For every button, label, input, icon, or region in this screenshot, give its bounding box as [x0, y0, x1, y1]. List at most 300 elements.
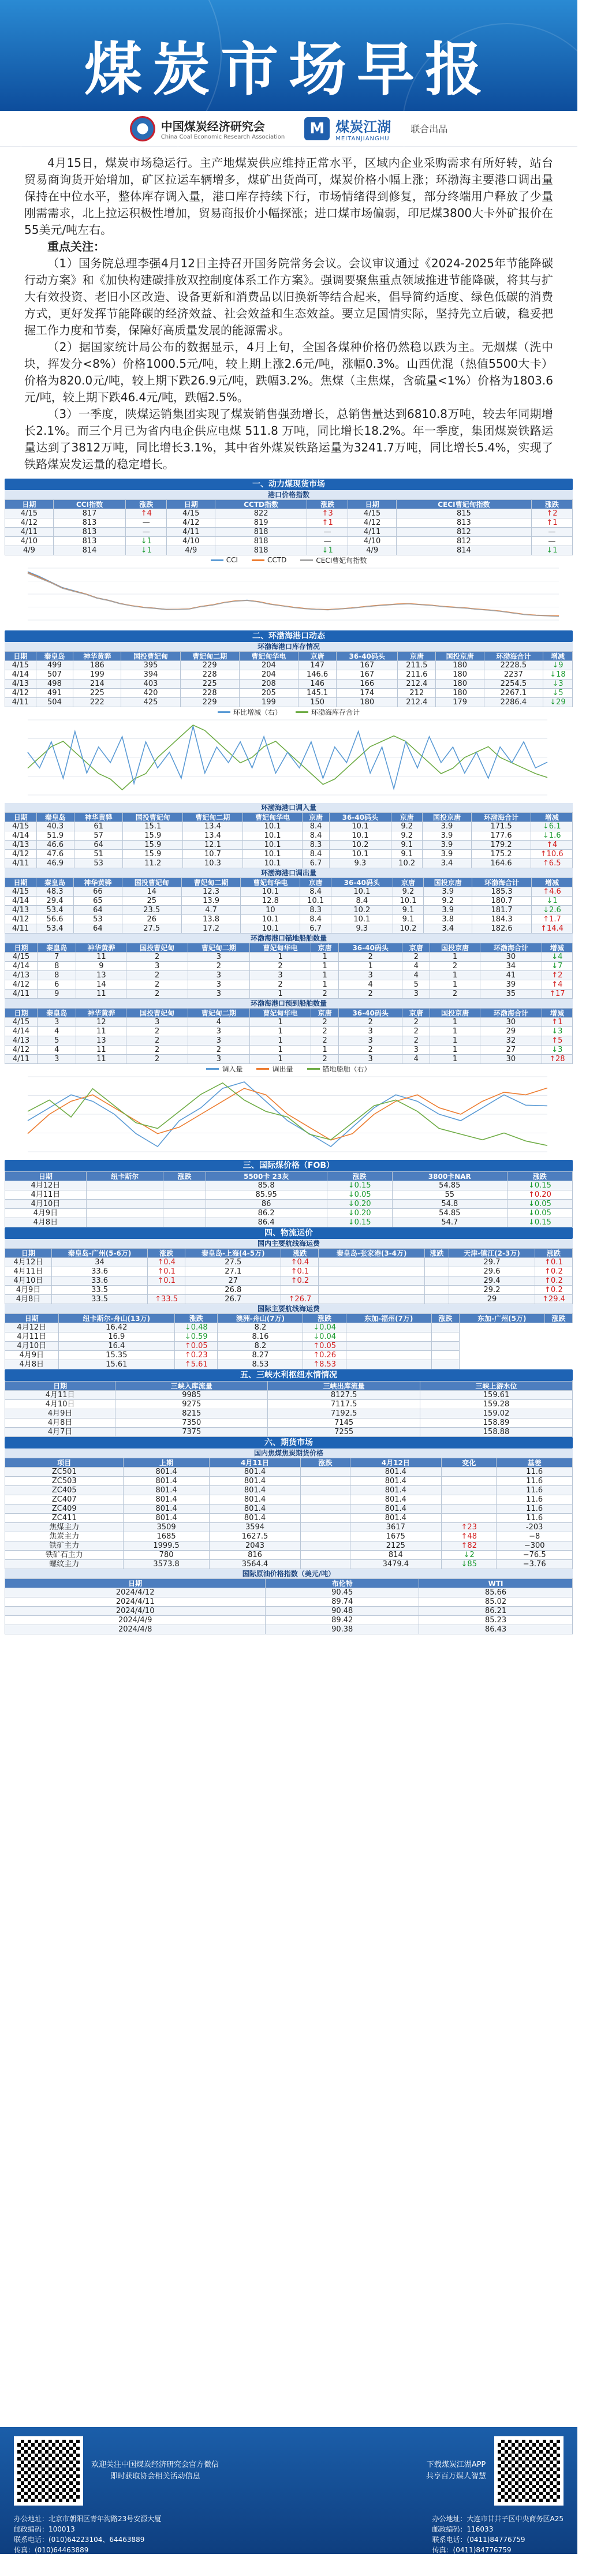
table-cell: 8127.5	[268, 1391, 420, 1400]
table-cell: 2	[311, 1036, 339, 1046]
col-header: 曹妃甸二期	[181, 878, 241, 887]
table-cell: ↓1	[126, 537, 167, 546]
contact-d4: 传真：(0411)84776759	[432, 2546, 512, 2554]
table-cell: 11.6	[497, 1495, 573, 1504]
table-cell: 3.9	[423, 831, 472, 841]
section-6-sub2: 国际原油价格指数（美元/吨）	[5, 1569, 573, 1578]
table-cell: 3.9	[424, 906, 472, 915]
col-header: 环渤海合计	[480, 943, 542, 953]
table-cell: 166	[337, 680, 398, 689]
table-cell	[301, 1551, 350, 1560]
mtjh-sub: MEITANJIANGHU	[335, 135, 390, 142]
qr1-caption2: 即时获取协会相关活动信息	[110, 2472, 200, 2481]
mtjh-logo: M	[304, 117, 330, 140]
col-header: 曹妃甸华电	[249, 1009, 311, 1018]
table-cell: 801.4	[209, 1514, 301, 1523]
table-cell: —	[307, 537, 348, 546]
table-cell: 15.35	[58, 1351, 175, 1360]
table-cell: 86.21	[419, 1607, 573, 1616]
table-cell: 4/10	[167, 537, 215, 546]
table-cell: 180.7	[472, 897, 532, 906]
table-cell: ↓7	[542, 962, 572, 971]
table-cell: 1	[311, 962, 339, 971]
table-row	[5, 689, 573, 698]
table-cell: 铁矿石主力	[5, 1551, 124, 1560]
table-cell: 3	[188, 1036, 250, 1046]
col-header: 东加-广州(5万)	[459, 1314, 544, 1323]
col-header: 三峡上游水位	[420, 1382, 573, 1391]
table-cell: 4	[338, 980, 402, 990]
table-cell: ↑0.26	[303, 1351, 346, 1360]
table-cell: 504	[36, 698, 73, 707]
table-cell: 814	[397, 546, 532, 555]
table-cell: 174	[337, 689, 398, 698]
legend-label: CCI	[226, 556, 238, 564]
table-cell: 29.4	[449, 1276, 535, 1286]
table-cell: ↓85	[442, 1560, 497, 1569]
table-cell: 812	[397, 528, 532, 537]
table-cell: 2	[402, 953, 430, 962]
col-header: 三峡入库流量	[115, 1382, 268, 1391]
table-cell: 33.6	[51, 1276, 147, 1286]
table-cell: 182.6	[472, 924, 532, 934]
table-cell	[86, 1190, 163, 1200]
table-cell: 6.7	[303, 859, 329, 868]
table-cell: ↓0.15	[327, 1218, 392, 1227]
table-cell: 813	[53, 537, 125, 546]
table-cell: ↑2	[542, 971, 572, 980]
section-2-ship: 环渤海港口预到船舶数量	[5, 999, 573, 1008]
table-cell: ↑0.4	[148, 1258, 185, 1267]
key-3: （3）一季度，陕煤运销集团实现了煤炭销售强劲增长，总销售量达到6810.8万吨，较去年同期增长2.1%。而三个月已为省内电企供应电煤 511.8 万吨，同比增长18.2%。年一季度，集团煤炭铁路运量达到了3812万吨，同比增长3.1%，其中省外煤炭铁路运量为3241.7万吨，同比增长5.4%，实现了铁路煤炭发运量的稳定增长。	[24, 407, 553, 471]
table-cell: 16.42	[58, 1323, 175, 1332]
table-cell: 177.6	[471, 831, 531, 841]
table-cell: −3.76	[497, 1560, 573, 1569]
table-cell: 394	[121, 670, 180, 680]
table-cell: ↑4	[542, 980, 572, 990]
table-cell: 211.5	[398, 661, 436, 670]
mtjh-name: 煤炭江湖	[335, 118, 391, 135]
table-cell: 228	[180, 689, 239, 698]
table-cell: 4/15	[167, 509, 215, 518]
table-row	[5, 1018, 573, 1027]
summary-p1: 4月15日，煤炭市场稳运行。主产地煤炭供应维持正常水平，区域内企业采购需求有所好转，站台贸易商询货开始增加，矿区拉运车辆增多，煤矿出货尚可，煤炭价格小幅上涨；环渤海主要港口调出量保持在中位水平，整体库存调入量，港口库存持续下行，市场情绪得到修复，部分终端用户释放了少量刚需需求，北上拉运积极性增加，贸易商报价小幅探涨；进口煤市场偏弱，印尼煤3800大卡外矿报价在55美元/吨左右。	[24, 156, 553, 237]
table-cell: 51.9	[36, 831, 74, 841]
table-cell: 2	[338, 953, 402, 962]
table-cell: 7255	[268, 1428, 420, 1437]
table-cell: 14	[76, 980, 126, 990]
chart-flow	[5, 1073, 573, 1160]
table-row	[5, 1332, 573, 1342]
table-cell: 1	[430, 1018, 480, 1027]
contact-c2: 邮政编码：100013	[14, 2525, 75, 2533]
table-cell: −300	[497, 1541, 573, 1551]
table-cell: 29.6	[449, 1267, 535, 1276]
table-cell: 814	[350, 1551, 442, 1560]
table-cell: ↑48	[442, 1532, 497, 1541]
col-header: 曹妃甸二期	[188, 1009, 250, 1018]
table-cell: 2024/4/10	[5, 1607, 266, 1616]
table-cell: 2024/4/8	[5, 1625, 266, 1634]
table-cell: 3	[188, 980, 250, 990]
table-cell: 4	[402, 1055, 430, 1064]
table-cell	[431, 1360, 459, 1369]
table-cell: 53.4	[36, 906, 74, 915]
table-cell: 1	[430, 1055, 480, 1064]
table-cell: ↑28	[542, 1055, 572, 1064]
contact-c5: 电子邮箱：mjh@ccera.com.cn	[14, 2556, 115, 2564]
table-cell: 4/13	[5, 971, 38, 980]
table-three-gorges	[5, 1381, 573, 1437]
table-cell: ↓0.59	[175, 1332, 218, 1342]
table-cell: 4/11	[5, 698, 36, 707]
table-cell: 85.8	[206, 1181, 327, 1190]
table-cell: 146	[298, 680, 336, 689]
table-cell: ↓2	[442, 1551, 497, 1560]
table-cell: 53.4	[36, 924, 74, 934]
table-cell: ↓1.6	[531, 831, 573, 841]
table-cell: ↓5	[543, 689, 572, 698]
table-cell: 214	[73, 680, 121, 689]
table-cell: 199	[239, 698, 298, 707]
table-cell	[301, 1514, 350, 1523]
table-cell: 90.45	[266, 1588, 419, 1597]
table-cell: 4	[38, 1046, 76, 1055]
table-cell: 425	[121, 698, 180, 707]
table-cell	[163, 1190, 206, 1200]
col-header: 京唐	[402, 1009, 430, 1018]
table-cell: 3	[38, 1018, 76, 1027]
table-cell	[425, 1286, 449, 1295]
table-row	[5, 1181, 573, 1190]
col-header: 曹妃甸华电	[242, 813, 303, 822]
table-cell	[425, 1276, 449, 1286]
table-row	[5, 1514, 573, 1523]
table-cell: 818	[215, 537, 307, 546]
table-cell: 180	[436, 680, 484, 689]
table-cell: ↑0.1	[281, 1267, 319, 1276]
section-2-inv: 环渤海港口库存情况	[5, 642, 573, 651]
table-cell: 26	[122, 915, 181, 924]
table-cell: ↑6.5	[531, 859, 573, 868]
table-cell: 2	[402, 1018, 430, 1027]
table-cell: ↓0.15	[507, 1181, 572, 1190]
table-row	[5, 661, 573, 670]
col-header: 三峡出库流量	[268, 1382, 420, 1391]
table-cell: 65	[73, 897, 122, 906]
table-cell: ↓4	[542, 953, 572, 962]
table-cell: 208	[239, 680, 298, 689]
legend-label: 调出量	[272, 1065, 293, 1073]
table-cell: 181.7	[472, 906, 532, 915]
table-cell: 10.1	[329, 850, 391, 859]
table-cell	[319, 1295, 425, 1304]
table-cell: 185.3	[472, 887, 532, 897]
table-cell: ↑14.4	[531, 924, 572, 934]
table-cell	[301, 1523, 350, 1532]
col-header: 秦皇岛	[36, 813, 74, 822]
table-cell	[301, 1532, 350, 1541]
col-header: 秦皇岛	[36, 652, 73, 661]
table-futures	[5, 1458, 573, 1569]
table-row	[5, 887, 573, 897]
table-cell: 225	[73, 689, 121, 698]
col-header: 36-40码头	[338, 1009, 402, 1018]
table-cell: ZC405	[5, 1486, 124, 1495]
col-header: 曹妃甸华电	[241, 878, 300, 887]
table-cell: 10.1	[329, 822, 391, 831]
table-cell: 801.4	[209, 1504, 301, 1514]
table-row	[5, 841, 573, 850]
series-line	[28, 573, 559, 617]
ccera-name: 中国煤炭经济研究会	[161, 119, 265, 133]
table-cell: 2024/4/12	[5, 1588, 266, 1597]
col-header: 日期	[348, 500, 397, 509]
table-cell	[148, 1286, 185, 1295]
table-row	[5, 1295, 573, 1304]
col-header: 国投曹妃甸	[123, 813, 183, 822]
table-cell: —	[126, 528, 167, 537]
table-cell: —	[531, 537, 572, 546]
table-cell: ↑82	[442, 1541, 497, 1551]
col-header: 京唐	[303, 813, 329, 822]
table-outbound	[5, 878, 573, 934]
col-header: 秦皇岛	[38, 943, 76, 953]
table-cell: 6.7	[300, 924, 331, 934]
table-row	[5, 1523, 573, 1532]
table-cell: 9.2	[393, 887, 424, 897]
table-cell: 4	[402, 971, 430, 980]
table-cell: 3	[188, 971, 250, 980]
key-title: 重点关注：	[47, 240, 105, 253]
table-cell: 85.23	[419, 1616, 573, 1625]
table-row	[5, 990, 573, 999]
table-cell: 2	[311, 1027, 339, 1036]
table-row	[5, 1218, 573, 1227]
table-cell: 179	[436, 698, 484, 707]
table-cell: 30	[480, 953, 542, 962]
col-header: 布伦特	[266, 1579, 419, 1588]
table-cell: 29.2	[449, 1286, 535, 1295]
table-cell	[163, 1200, 206, 1209]
contact-d6: 网址：www.meitanjianghu.com	[432, 2567, 539, 2575]
table-inbound	[5, 812, 573, 868]
table-cell: 212.4	[398, 680, 436, 689]
table-cell: 15.1	[123, 822, 183, 831]
table-cell: 801.4	[124, 1468, 209, 1477]
legend-item	[300, 555, 367, 565]
table-row	[5, 831, 573, 841]
table-cell: 2	[126, 1027, 188, 1036]
col-header: 涨跌	[175, 1314, 218, 1323]
table-cell: 801.4	[124, 1514, 209, 1523]
table-cell: 9	[38, 990, 76, 999]
col-header: 纽卡斯尔	[86, 1172, 163, 1181]
table-cell: 4/10	[5, 537, 54, 546]
table-cell: 222	[73, 698, 121, 707]
table-cell: 11	[76, 1055, 126, 1064]
table-cell: 26.7	[185, 1295, 281, 1304]
table-cell: ↑2	[531, 509, 572, 518]
table-cell	[346, 1351, 431, 1360]
table-cell: 1	[430, 971, 480, 980]
table-cell: 46.6	[36, 841, 74, 850]
table-cell	[346, 1360, 431, 1369]
table-cell	[301, 1495, 350, 1504]
table-row	[5, 1190, 573, 1200]
table-row	[5, 1027, 573, 1036]
table-cell: 25	[122, 897, 181, 906]
col-header: 项目	[5, 1458, 124, 1468]
table-cell: 4/15	[5, 953, 38, 962]
legend-item	[296, 707, 360, 717]
table-cell: ZC503	[5, 1477, 124, 1486]
table-cell: 4月9日	[5, 1409, 115, 1418]
table-cell: 499	[36, 661, 73, 670]
table-cell: 4/11	[348, 528, 397, 537]
table-cell: 41	[480, 971, 542, 980]
table-row	[5, 1428, 573, 1437]
contact-c1: 办公地址：北京市朝阳区青年沟路23号安源大厦	[14, 2515, 162, 2523]
table-cell: 2	[311, 1055, 339, 1064]
col-header: 增减	[531, 813, 573, 822]
table-domestic-freight	[5, 1248, 573, 1304]
table-cell: 179.2	[471, 841, 531, 850]
table-cell: 7192.5	[268, 1409, 420, 1418]
table-cell: 33.5	[51, 1295, 147, 1304]
table-intl-freight	[5, 1313, 573, 1369]
col-header: 日期	[5, 1382, 115, 1391]
col-header: 涨跌	[431, 1314, 459, 1323]
table-cell: 4月9日	[5, 1286, 52, 1295]
table-cell: 491	[36, 689, 73, 698]
table-cell: 10.1	[242, 822, 303, 831]
col-header: 京唐	[300, 878, 331, 887]
table-cell: ↓0.05	[507, 1209, 572, 1218]
table-cell: 9.1	[393, 915, 424, 924]
table-row	[5, 528, 573, 537]
table-cell: 4/14	[5, 831, 37, 841]
table-cell: ↑1	[542, 1018, 572, 1027]
section-5-title: 五、三峡水利枢纽水情情况	[5, 1369, 573, 1381]
table-cell: 13.9	[181, 897, 241, 906]
table-cell: 2125	[350, 1541, 442, 1551]
table-cell: 4月8日	[5, 1360, 59, 1369]
table-cell: 2	[188, 1046, 250, 1055]
table-cell: 4/15	[5, 822, 37, 831]
table-cell: 3564.4	[209, 1560, 301, 1569]
table-cell: 801.4	[350, 1504, 442, 1514]
qr2-caption: 下载煤炭江湖APP	[426, 2461, 486, 2469]
col-header: 日期	[5, 500, 54, 509]
table-cell: ↑4.6	[531, 887, 572, 897]
table-cell: 7117.5	[268, 1400, 420, 1409]
table-cell: 54.85	[392, 1209, 507, 1218]
legend-label: 锚地船舶（右）	[322, 1065, 371, 1073]
contact-d1: 办公地址：大连市甘井子区中央商务区A25	[432, 2515, 564, 2523]
col-header: 日期	[167, 500, 215, 509]
table-cell: 4	[402, 962, 430, 971]
table-cell: −8	[497, 1532, 573, 1541]
table-cell: 395	[121, 661, 180, 670]
table-cell: 3	[188, 990, 250, 999]
table-cell: 816	[209, 1551, 301, 1560]
table-cell: 4月10日	[5, 1400, 115, 1409]
table-cell: ↑4	[126, 509, 167, 518]
table-cell	[301, 1560, 350, 1569]
table-cell	[163, 1218, 206, 1227]
table-cell: 3	[126, 962, 188, 971]
table-cell: 180	[436, 670, 484, 680]
table-cell: 4/9	[167, 546, 215, 555]
table-row	[5, 509, 573, 518]
table-row	[5, 1267, 573, 1276]
table-cell: −76.5	[497, 1551, 573, 1560]
table-cell: 15.9	[123, 831, 183, 841]
col-header: 日期	[5, 1579, 266, 1588]
table-cell: ↑0.1	[535, 1258, 572, 1267]
table-cell: 4/14	[5, 670, 36, 680]
table-cell: 158.89	[420, 1418, 573, 1428]
table-cell: 3.4	[424, 924, 472, 934]
table-cell: 4/13	[5, 680, 36, 689]
col-header: 曹妃甸二期	[180, 652, 239, 661]
table-cell: ↑0.20	[507, 1190, 572, 1200]
table-cell: 3	[188, 953, 250, 962]
table-row	[5, 1046, 573, 1055]
table-cell: 175.2	[471, 850, 531, 859]
table-cell: 1	[249, 1036, 311, 1046]
col-header: 国投京唐	[424, 878, 472, 887]
table-cell: 1	[430, 1046, 480, 1055]
table-cell: 4/12	[167, 518, 215, 528]
table-cell: 8.16	[218, 1332, 303, 1342]
table-cell: ↑4	[531, 841, 573, 850]
table-cell: 14	[122, 887, 181, 897]
table-cell: 186	[73, 661, 121, 670]
legend-item	[252, 556, 286, 564]
table-cell: ↑1.7	[531, 915, 572, 924]
table-cell: —	[307, 528, 348, 537]
col-header: 日期	[5, 943, 38, 953]
section-1-sub: 港口价格指数	[5, 490, 573, 499]
table-cell: 12	[76, 1018, 126, 1027]
table-cell: 10.1	[242, 850, 303, 859]
table-cell: ↑33.5	[148, 1295, 185, 1304]
col-header: 日期	[5, 1172, 87, 1181]
table-row	[5, 1351, 573, 1360]
table-cell: 229	[180, 661, 239, 670]
table-cell: ↓3	[542, 1046, 572, 1055]
table-cell: 54.85	[392, 1181, 507, 1190]
section-6-sub: 国内焦煤焦炭期货价格	[5, 1448, 573, 1458]
table-cell: 10.1	[329, 831, 391, 841]
col-header: 36-40码头	[338, 943, 402, 953]
table-row	[5, 1560, 573, 1569]
col-header: 秦皇岛-广州(5-6万)	[51, 1249, 147, 1258]
table-cell: 4/9	[348, 546, 397, 555]
legend-item	[256, 1064, 293, 1074]
col-header: 日期	[5, 1249, 52, 1258]
table-cell: 801.4	[124, 1477, 209, 1486]
col-header: 秦皇岛	[38, 1009, 76, 1018]
col-header: 神华黄骅	[73, 652, 121, 661]
table-cell: 螺纹主力	[5, 1560, 124, 1569]
table-cell: 32	[480, 1036, 542, 1046]
table-cell: 7	[38, 953, 76, 962]
table-row	[5, 670, 573, 680]
table-cell: ↑0.05	[175, 1342, 218, 1351]
